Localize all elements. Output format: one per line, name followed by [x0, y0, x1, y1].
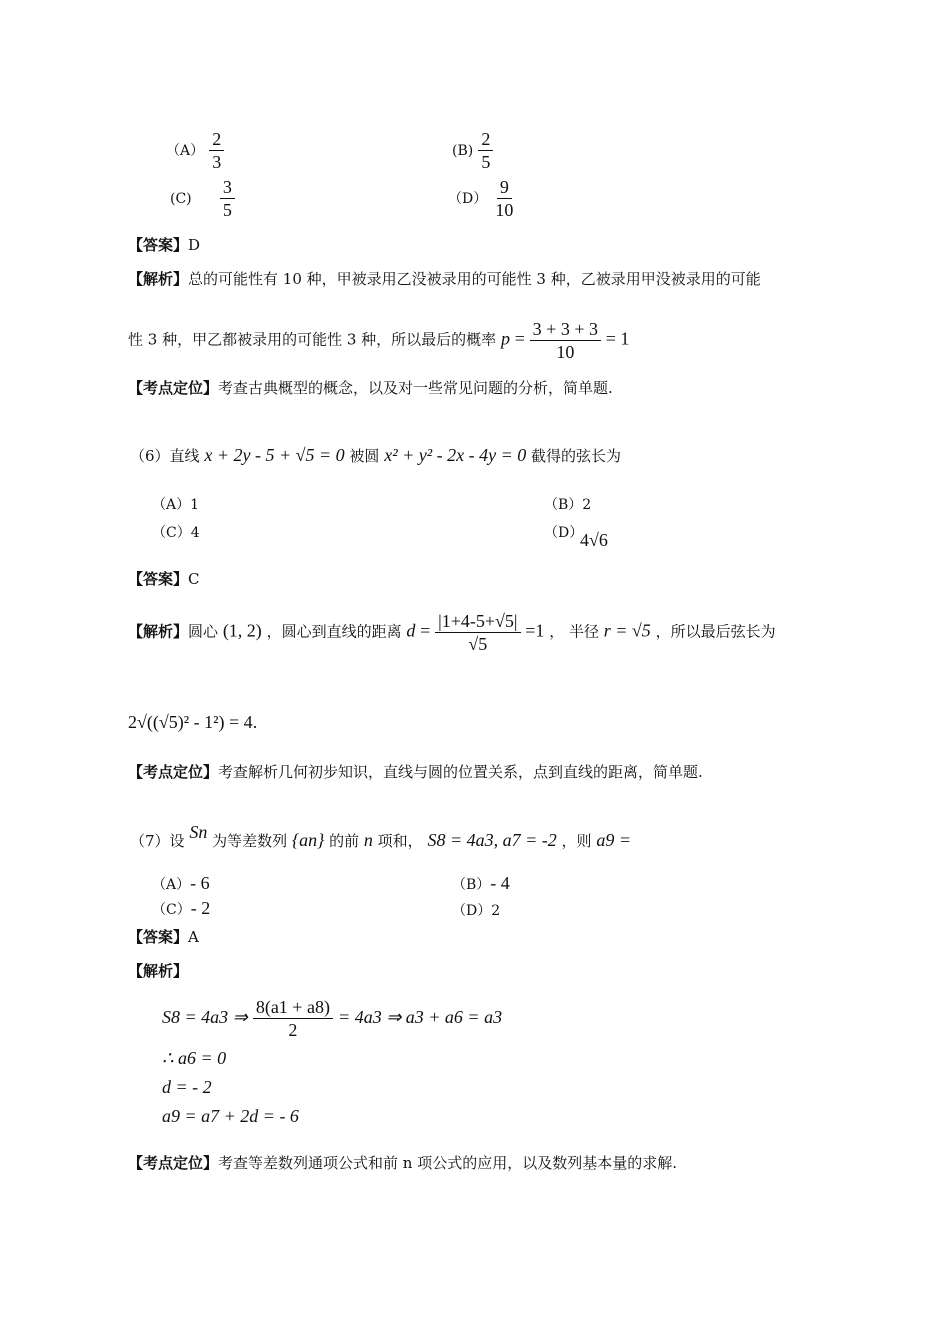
q6-option-d-value: 4√6	[580, 530, 608, 550]
q5-option-c	[170, 176, 235, 221]
analysis-tag: 【解析】	[128, 270, 189, 288]
q7-stem	[130, 822, 631, 851]
q5-answer	[128, 234, 200, 255]
step-expression: = 4a3 ⇒ a3 + a6 = a3	[338, 1007, 503, 1027]
fraction-numerator: 8(a1 + a8)	[253, 996, 333, 1019]
q7-option-d: （D）2	[452, 903, 501, 919]
answer-value: C	[188, 570, 200, 588]
question-prefix: （7）设	[130, 832, 185, 850]
probability-variable: p	[500, 328, 510, 349]
q6-option-b: （B）2	[544, 497, 592, 513]
option-label: （C）	[152, 902, 191, 918]
point-text: 考查古典概型的概念，以及对一些常见问题的分析，简单题.	[218, 379, 613, 397]
distance-fraction	[435, 610, 520, 655]
q5-analysis-line1	[128, 268, 761, 289]
circle-center: (1, 2)	[222, 620, 262, 641]
circle-equation: x² + y² - 2x - 4y = 0	[384, 445, 527, 465]
question-mid: 被圆	[349, 447, 380, 465]
option-label: （A）	[152, 877, 191, 893]
q7-step2: ∴ a6 = 0	[162, 1048, 227, 1068]
condition-expression: S8 = 4a3, a7 = -2	[427, 830, 557, 850]
q7-analysis-tag: 【解析】	[128, 962, 189, 980]
option-value: - 6	[190, 873, 210, 893]
analysis-text: 总的可能性有 10 种，甲被录用乙没被录用的可能性 3 种，乙被录用甲没被录用的可能	[188, 270, 761, 288]
distance-variable: d	[406, 620, 416, 641]
analysis-text: ， 半径	[549, 622, 599, 641]
q6-analysis-line1	[128, 610, 776, 655]
analysis-tag: 【解析】	[128, 622, 189, 641]
q5-option-a-fraction	[209, 128, 224, 173]
analysis-text: ，所以最后弦长为	[655, 622, 776, 641]
point-text: 考查解析几何初步知识，直线与圆的位置关系，点到直线的距离，简单题.	[218, 763, 703, 781]
radius-expression: r = √5	[603, 620, 651, 641]
q5-option-d-fraction	[492, 176, 516, 221]
fraction-denominator: √5	[468, 634, 488, 654]
q6-point	[128, 761, 703, 782]
line-equation: x + 2y - 5 + √5 = 0	[204, 445, 345, 465]
q7-option-c	[152, 898, 210, 919]
q5-option-b-label: (B)	[452, 143, 474, 159]
sum-symbol: Sn	[189, 822, 208, 842]
analysis-text: 性 3 种，甲乙都被录用的可能性 3 种，所以最后的概率	[128, 330, 497, 349]
fraction-numerator: 3 + 3 + 3	[530, 318, 601, 341]
fraction-numerator: 2	[478, 128, 493, 151]
answer-tag: 【答案】	[128, 236, 189, 254]
q5-option-b-fraction	[478, 128, 493, 173]
analysis-text: ，圆心到直线的距离	[266, 622, 402, 641]
fraction-denominator: 10	[556, 342, 575, 362]
question-mid: 为等差数列	[212, 832, 288, 850]
option-value: - 2	[190, 898, 211, 918]
fraction-denominator: 5	[481, 152, 491, 172]
q6-answer	[128, 568, 200, 589]
sequence-symbol: {an}	[291, 830, 325, 850]
fraction-denominator: 3	[212, 152, 222, 172]
point-tag: 【考点定位】	[128, 379, 219, 397]
analysis-text: 圆心	[188, 622, 219, 641]
chord-dot: .	[252, 712, 258, 732]
equals-sign: =	[420, 620, 431, 641]
option-value: - 4	[490, 873, 510, 893]
equals-sign: =	[514, 328, 525, 349]
q5-option-c-fraction	[220, 176, 235, 221]
q5-option-a-label: （A）	[166, 143, 205, 159]
q5-option-c-label: (C)	[170, 191, 192, 207]
q7-step1	[162, 996, 502, 1041]
q7-answer	[128, 926, 199, 947]
q5-point	[128, 377, 613, 398]
chord-formula: 2√((√5)² - 1²) = 4	[128, 712, 253, 732]
step-fraction	[253, 996, 333, 1041]
step-expression: S8 = 4a3 ⇒	[162, 1007, 248, 1027]
q6-option-d-label: （D）	[544, 525, 584, 541]
question-mid: 的前	[329, 832, 360, 850]
n-symbol: n	[363, 830, 373, 850]
target-expression: a9 =	[596, 830, 631, 850]
point-text: 考查等差数列通项公式和前 n 项公式的应用，以及数列基本量的求解.	[218, 1154, 677, 1172]
fraction-numerator: 3	[220, 176, 235, 199]
q5-option-a	[166, 128, 224, 173]
fraction-numerator: |1+4-5+√5|	[435, 610, 520, 633]
q7-step4: a9 = a7 + 2d = - 6	[162, 1106, 299, 1126]
q5-option-b	[452, 128, 493, 173]
point-tag: 【考点定位】	[128, 763, 219, 781]
fraction-denominator: 5	[222, 200, 232, 220]
fraction-denominator: 2	[288, 1020, 298, 1040]
option-label: （B）	[452, 877, 491, 893]
answer-value: D	[188, 236, 201, 254]
probability-fraction	[530, 318, 601, 363]
q7-option-a	[152, 873, 210, 894]
q7-point	[128, 1152, 677, 1173]
q6-option-c: （C）4	[152, 525, 200, 541]
answer-value: A	[188, 928, 199, 946]
answer-tag: 【答案】	[128, 570, 189, 588]
point-tag: 【考点定位】	[128, 1154, 219, 1172]
question-prefix: （6）直线	[130, 447, 200, 465]
question-mid: 项和，	[377, 832, 423, 850]
q7-option-b	[452, 873, 510, 894]
question-suffix: 截得的弦长为	[531, 447, 622, 465]
answer-tag: 【答案】	[128, 928, 189, 946]
q7-step3: d = - 2	[162, 1077, 212, 1097]
q5-analysis-line2	[128, 318, 629, 363]
q6-chord-expression	[128, 712, 257, 733]
question-mid: ，则	[561, 832, 592, 850]
fraction-numerator: 9	[497, 176, 512, 199]
q5-option-d	[448, 176, 516, 221]
fraction-numerator: 2	[209, 128, 224, 151]
distance-result: =1	[525, 620, 545, 641]
probability-result: = 1	[605, 328, 630, 349]
fraction-denominator: 10	[495, 200, 514, 220]
q6-stem	[130, 445, 621, 466]
q5-option-d-label: （D）	[448, 191, 488, 207]
q6-option-a: （A）1	[152, 497, 200, 513]
